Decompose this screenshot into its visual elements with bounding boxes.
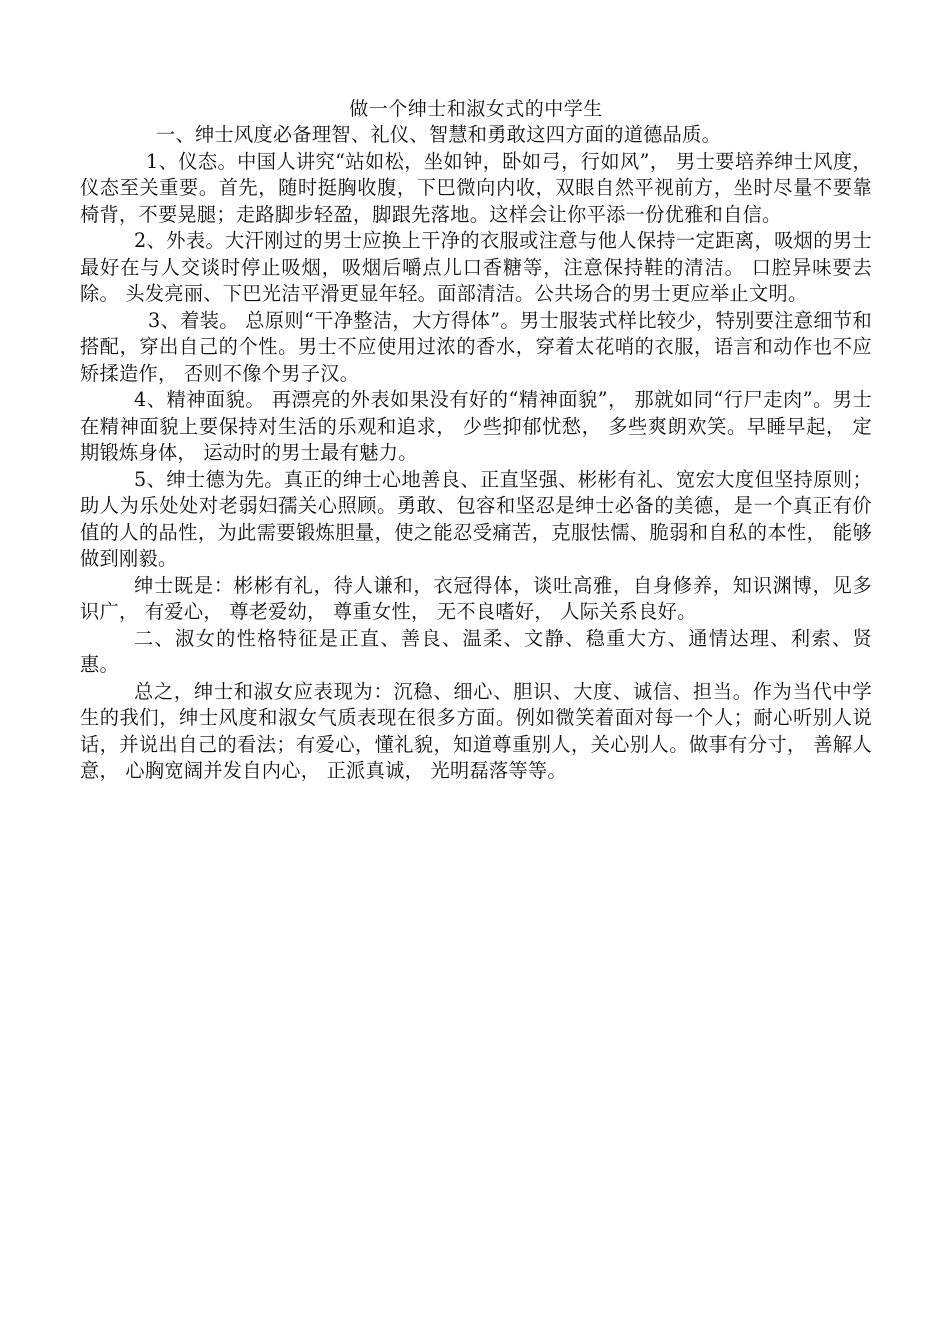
- paragraph-spirit: 4、精神面貌。 再漂亮的外表如果没有好的“精神面貌”， 那就如同“行尸走肉”。男士在精神面貌上要保持对生活的乐观和追求， 少些抑郁忧愁， 多些爽朗欢笑。早睡早起， 定期锻炼身体， 运动时的男士最有魅力。: [80, 388, 872, 464]
- document-title: 做一个绅士和淑女式的中学生: [349, 98, 603, 120]
- section-heading-lady: 二、淑女的性格特征是正直、善良、温柔、文静、稳重大方、通情达理、利索、贤惠。: [80, 626, 872, 676]
- paragraph-attire: 3、着装。 总原则“干净整洁，大方得体”。男士服装式样比较少，特别要注意细节和搭配，穿出自己的个性。男士不应使用过浓的香水，穿着太花哨的衣服，语言和动作也不应矫揉造作， 否则不像个男子汉。: [80, 308, 872, 385]
- document-page: [80, 96, 872, 785]
- paragraph-virtue: 5、绅士德为先。真正的绅士心地善良、正直坚强、彬彬有礼、宽宏大度但坚持原则；助人为乐处处对老弱妇孺关心照顾。勇敢、包容和坚忍是绅士必备的美德，是一个真正有价值的人的品性，为此需要锻炼胆量，使之能忍受痛苦，克服怯懦、脆弱和自私的本性， 能够做到刚毅。: [80, 467, 872, 570]
- paragraph-posture: 1、仪态。中国人讲究“站如松，坐如钟，卧如弓，行如风”， 男士要培养绅士风度，仪态至关重要。首先，随时挺胸收腹，下巴微向内收，双眼自然平视前方，坐时尽量不要靠椅背，不要晃腿；走路脚步轻盈，脚跟先落地。这样会让你平添一份优雅和自信。: [80, 149, 872, 226]
- paragraph-conclusion: 总之，绅士和淑女应表现为：沉稳、细心、胆识、大度、诚信、担当。作为当代中学生的我们，绅士风度和淑女气质表现在很多方面。例如微笑着面对每一个人；耐心听别人说话，并说出自己的看法；有爱心，懂礼貌，知道尊重别人，关心别人。做事有分寸， 善解人意， 心胸宽阔并发自内心， 正派真诚， 光明磊落等等。: [80, 679, 872, 782]
- paragraph-appearance: 2、外表。大汗刚过的男士应换上干净的衣服或注意与他人保持一定距离，吸烟的男士最好在与人交谈时停止吸烟，吸烟后嚼点儿口香糖等，注意保持鞋的清洁。 口腔异味要去除。 头发亮丽、下巴光洁平滑更显年轻。面部清洁。公共场合的男士更应举止文明。: [80, 229, 872, 305]
- section-heading-gentleman: 一、绅士风度必备理智、礼仪、智慧和勇敢这四方面的道德品质。: [156, 123, 722, 146]
- paragraph-gentleman-summary: 绅士既是：彬彬有礼，待人谦和，衣冠得体，谈吐高雅，自身修养，知识渊博，见多识广， 有爱心， 尊老爱幼， 尊重女性， 无不良嗜好， 人际关系良好。: [80, 573, 872, 623]
